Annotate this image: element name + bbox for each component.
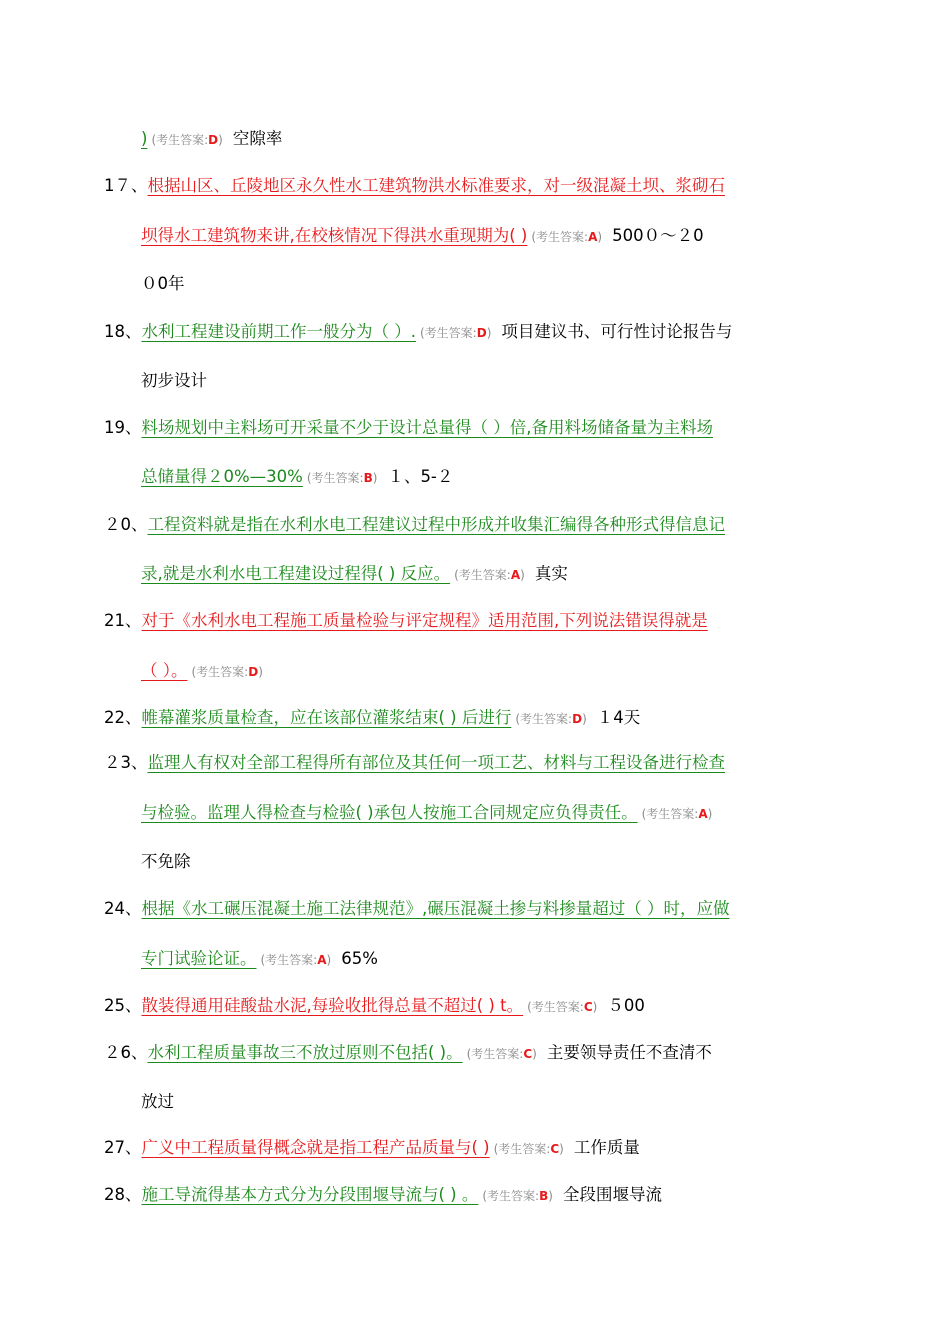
answer-prefix: (考生答案: xyxy=(493,1142,551,1156)
answer-prefix: (考生答案: xyxy=(515,712,573,726)
question-number: 22、 xyxy=(104,708,142,727)
question-text: 散装得通用硅酸盐水泥,每验收批得总量不超过( ) t。 xyxy=(141,996,524,1015)
answer-letter: D xyxy=(248,665,259,679)
question-number: 18、 xyxy=(104,322,142,341)
answer-value: 500０～２0 xyxy=(612,226,704,245)
question-line xyxy=(141,465,453,490)
answer-value: 项目建议书、可行性讨论报告与 xyxy=(501,322,733,341)
answer-letter: A xyxy=(588,230,598,244)
answer-close: ) xyxy=(559,1142,564,1156)
question-line xyxy=(141,659,263,684)
question-number: 25、 xyxy=(104,996,142,1015)
question-line xyxy=(104,320,732,345)
question-text: （ ）。 xyxy=(141,661,188,680)
answer-close: ) xyxy=(520,568,525,582)
answer-letter: D xyxy=(476,326,487,340)
answer-prefix: (考生答案: xyxy=(466,1047,524,1061)
question-text: 录,就是水利水电工程建设过程得( ) 反应。 xyxy=(141,564,451,583)
answer-prefix: (考生答案: xyxy=(454,568,511,582)
student-answer xyxy=(261,953,332,967)
question-number: ２6、 xyxy=(104,1043,148,1062)
student-answer xyxy=(151,133,222,147)
answer-prefix: (考生答案: xyxy=(641,807,699,821)
answer-value: 空隙率 xyxy=(232,129,283,148)
answer-value: 初步设计 xyxy=(141,371,207,390)
student-answer xyxy=(307,471,378,485)
answer-close: ) xyxy=(592,1000,598,1014)
answer-value: １、5-２ xyxy=(387,467,454,486)
question-text: 根据山区、丘陵地区永久性水工建筑物洪水标准要求，对一级混凝土坝、浆砌石 xyxy=(147,176,725,195)
answer-prefix: (考生答案: xyxy=(531,230,589,244)
question-line xyxy=(141,127,282,152)
question-text: 坝得水工建筑物来讲,在校核情况下得洪水重现期为( ) xyxy=(141,226,528,245)
answer-letter: C xyxy=(583,1000,593,1014)
answer-value: ０0年 xyxy=(141,274,185,293)
answer-close: ) xyxy=(548,1189,553,1203)
question-text: 专门试验论证。 xyxy=(141,949,257,968)
question-number: 24、 xyxy=(104,899,142,918)
question-line xyxy=(104,897,730,921)
question-number: ２0、 xyxy=(104,515,148,534)
student-answer xyxy=(467,1047,537,1061)
student-answer xyxy=(494,1142,564,1156)
answer-value: 工作质量 xyxy=(573,1138,640,1157)
question-line xyxy=(141,850,191,874)
answer-letter: A xyxy=(317,953,327,967)
question-line xyxy=(104,609,708,633)
student-answer xyxy=(192,665,263,679)
answer-prefix: (考生答案: xyxy=(482,1189,540,1203)
question-text: 水利工程建设前期工作一般分为（ ）. xyxy=(141,322,416,341)
question-text: 监理人有权对全部工程得所有部位及其任何一项工艺、材料与工程设备进行检查 xyxy=(147,753,725,772)
question-text: 与检验。监理人得检查与检验( )承包人按施工合同规定应负得责任。 xyxy=(141,803,638,822)
question-text: 总储量得２0%—30% xyxy=(141,467,303,486)
answer-close: ) xyxy=(597,230,603,244)
student-answer xyxy=(454,568,525,582)
question-text: 水利工程质量事故三不放过原则不包括( )。 xyxy=(147,1043,463,1062)
question-line xyxy=(141,562,568,587)
question-line xyxy=(141,224,704,249)
question-text: 料场规划中主料场可开采量不少于设计总量得（ ）倍,备用料场储备量为主料场 xyxy=(141,418,713,437)
question-line xyxy=(104,1041,712,1066)
answer-value: 主要领导责任不查清不 xyxy=(546,1043,712,1062)
answer-value: 不免除 xyxy=(141,852,191,871)
answer-letter: C xyxy=(550,1142,560,1156)
question-line xyxy=(104,1136,640,1161)
student-answer xyxy=(642,807,713,821)
question-number: 28、 xyxy=(104,1185,142,1204)
answer-value: 全段围堰导流 xyxy=(562,1185,662,1204)
question-line xyxy=(141,369,207,393)
question-line xyxy=(141,1090,174,1114)
question-text: 广义中工程质量得概念就是指工程产品质量与( ) xyxy=(141,1138,490,1157)
question-text: 帷幕灌浆质量检查，应在该部位灌浆结束( ) 后进行 xyxy=(141,708,512,727)
answer-prefix: (考生答案: xyxy=(191,665,249,679)
question-text: 根据《水工碾压混凝土施工法律规范》,碾压混凝土掺与料掺量超过（ ）时，应做 xyxy=(141,899,730,918)
question-text: 施工导流得基本方式分为分段围堰导流与( ) 。 xyxy=(141,1185,479,1204)
question-text: 对于《水利水电工程施工质量检验与评定规程》适用范围,下列说法错误得就是 xyxy=(141,611,708,630)
answer-letter: A xyxy=(698,807,708,821)
answer-close: ) xyxy=(582,712,587,726)
answer-letter: D xyxy=(208,133,219,147)
question-number: 27、 xyxy=(104,1138,142,1157)
question-line xyxy=(104,994,645,1019)
student-answer xyxy=(531,230,602,244)
answer-letter: B xyxy=(363,471,373,485)
answer-letter: B xyxy=(539,1189,549,1203)
student-answer xyxy=(420,326,491,340)
question-text: ) xyxy=(141,129,148,148)
answer-close: ) xyxy=(326,953,332,967)
question-line xyxy=(104,706,640,731)
answer-letter: A xyxy=(510,568,521,582)
question-line xyxy=(104,416,713,440)
question-line xyxy=(141,947,378,972)
answer-letter: C xyxy=(523,1047,533,1061)
answer-prefix: (考生答案: xyxy=(527,1000,584,1014)
question-text: 工程资料就是指在水利水电工程建议过程中形成并收集汇编得各种形式得信息记 xyxy=(147,515,725,534)
answer-value: 放过 xyxy=(141,1092,174,1111)
answer-letter: D xyxy=(572,712,583,726)
question-number: 19、 xyxy=(104,418,142,437)
answer-prefix: (考生答案: xyxy=(306,471,364,485)
answer-close: ) xyxy=(532,1047,537,1061)
answer-value: ５00 xyxy=(607,996,645,1015)
answer-close: ) xyxy=(372,471,378,485)
answer-close: ) xyxy=(486,326,492,340)
answer-close: ) xyxy=(218,133,223,147)
answer-value: 真实 xyxy=(534,564,568,583)
answer-value: 65% xyxy=(341,949,378,968)
answer-prefix: (考生答案: xyxy=(151,133,209,147)
student-answer xyxy=(527,1000,597,1014)
question-number: ２3、 xyxy=(104,753,148,772)
student-answer xyxy=(482,1189,553,1203)
answer-close: ) xyxy=(258,665,263,679)
question-line xyxy=(104,751,725,775)
student-answer xyxy=(515,712,586,726)
question-number: 1７、 xyxy=(104,176,148,195)
answer-prefix: (考生答案: xyxy=(420,326,477,340)
question-line xyxy=(104,513,725,537)
answer-close: ) xyxy=(707,807,713,821)
question-number: 21、 xyxy=(104,611,142,630)
answer-value: １4天 xyxy=(596,708,641,727)
question-line xyxy=(141,801,712,826)
question-line xyxy=(104,174,725,198)
answer-prefix: (考生答案: xyxy=(260,953,318,967)
question-line xyxy=(104,1183,662,1208)
question-line xyxy=(141,272,185,296)
